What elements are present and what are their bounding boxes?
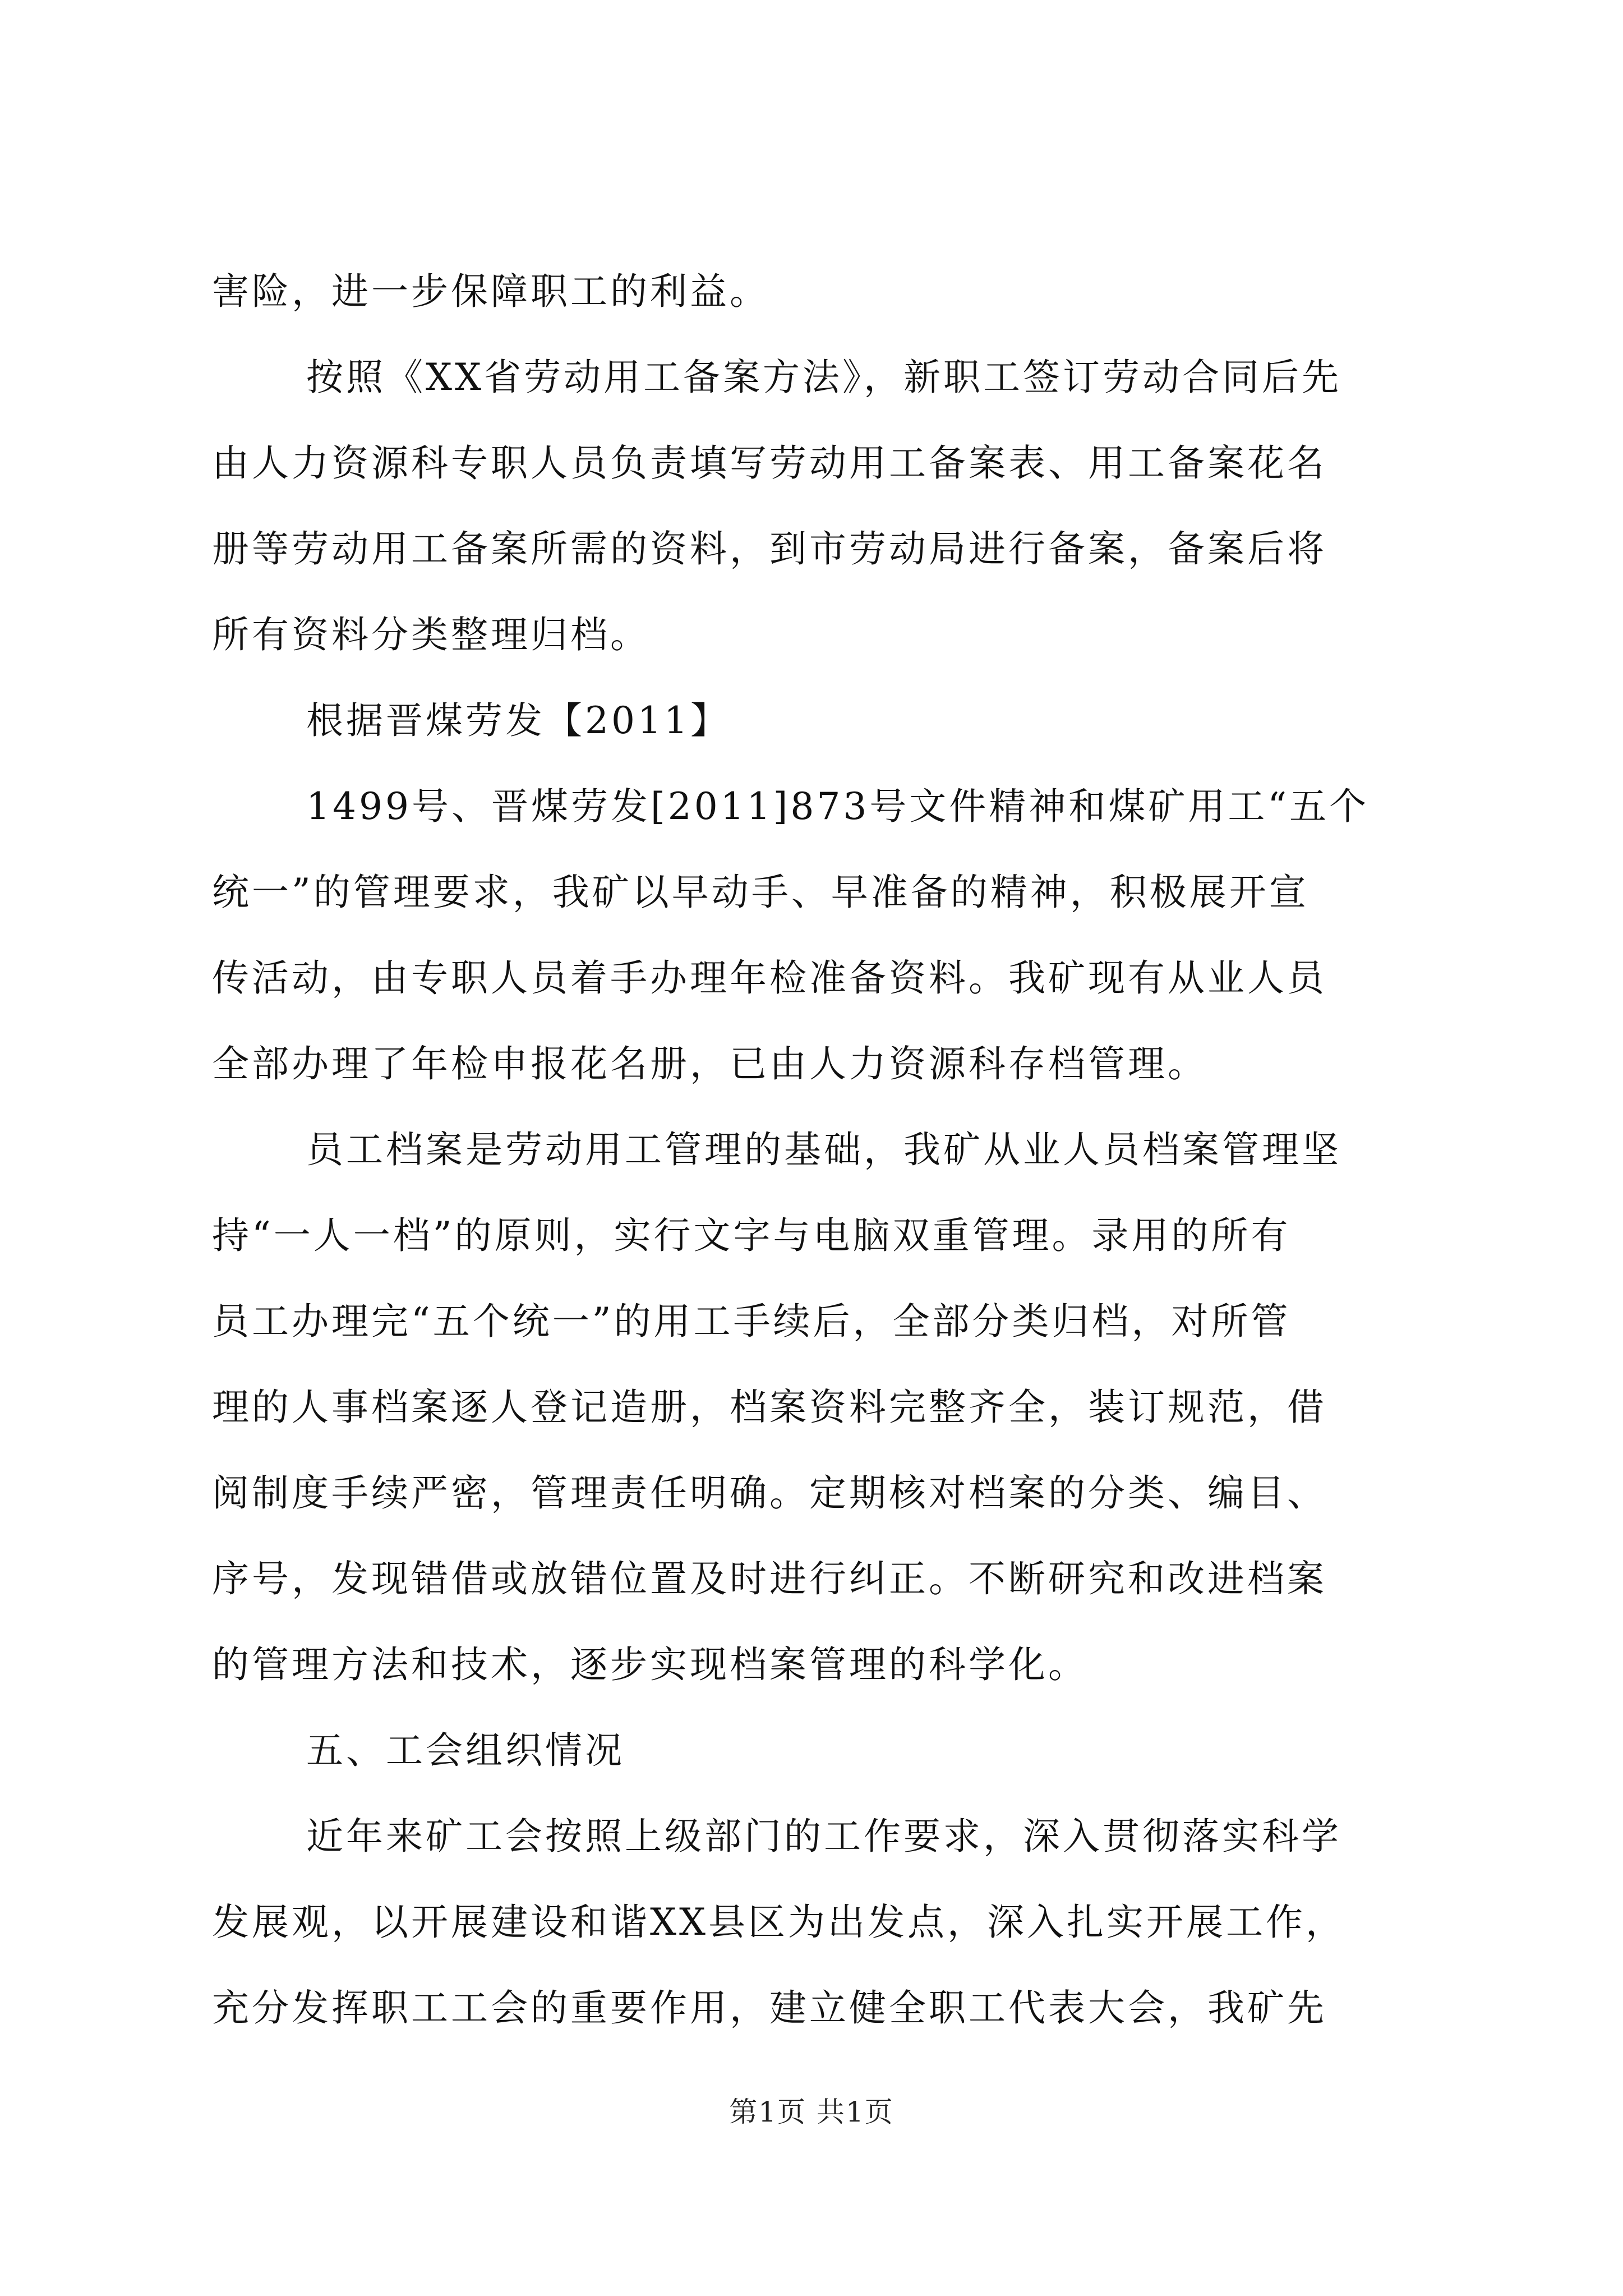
paragraph-3-line-3: 传活动，由专职人员着手办理年检准备资料。我矿现有从业人员 bbox=[212, 956, 1327, 1000]
paragraph-4-line-6: 序号，发现错借或放错位置及时进行纠正。不断研究和改进档案 bbox=[212, 1557, 1327, 1600]
page-footer: 第1页 共1页 bbox=[729, 2096, 894, 2128]
paragraph-4-line-3: 员工办理完“五个统一”的用工手续后，全部分类归档，对所管 bbox=[212, 1300, 1291, 1343]
paragraph-5-line-2: 发展观，以开展建设和谐XX县区为出发点，深入扎实开展工作， bbox=[212, 1901, 1345, 1944]
text-line-1: 害险，进一步保障职工的利益。 bbox=[212, 270, 769, 313]
paragraph-4-line-5: 阅制度手续严密，管理责任明确。定期核对档案的分类、编目、 bbox=[212, 1471, 1327, 1515]
paragraph-1-line-1: 按照《XX省劳动用工备案方法》，新职工签订劳动合同后先 bbox=[306, 356, 1341, 399]
paragraph-5-line-3: 充分发挥职工工会的重要作用，建立健全职工代表大会，我矿先 bbox=[212, 1986, 1327, 2030]
paragraph-5-line-1: 近年来矿工会按照上级部门的工作要求，深入贯彻落实科学 bbox=[306, 1815, 1341, 1858]
paragraph-4-line-2: 持“一人一档”的原则，实行文字与电脑双重管理。录用的所有 bbox=[212, 1214, 1291, 1257]
paragraph-2-line-1: 根据晋煤劳发【2011】 bbox=[306, 699, 730, 742]
paragraph-1-line-2: 由人力资源科专职人员负责填写劳动用工备案表、用工备案花名 bbox=[212, 441, 1327, 485]
paragraph-3-line-1: 1499号、晋煤劳发[2011]873号文件精神和煤矿用工“五个 bbox=[306, 785, 1370, 828]
paragraph-1-line-4: 所有资料分类整理归档。 bbox=[212, 613, 650, 656]
paragraph-4-line-7: 的管理方法和技术，逐步实现档案管理的科学化。 bbox=[212, 1643, 1088, 1686]
paragraph-4-line-4: 理的人事档案逐人登记造册，档案资料完整齐全，装订规范，借 bbox=[212, 1386, 1327, 1429]
section-heading: 五、工会组织情况 bbox=[306, 1729, 625, 1772]
paragraph-1-line-3: 册等劳动用工备案所需的资料，到市劳动局进行备案，备案后将 bbox=[212, 527, 1327, 570]
paragraph-3-line-2: 统一”的管理要求，我矿以早动手、早准备的精神，积极展开宣 bbox=[212, 871, 1309, 914]
paragraph-4-line-1: 员工档案是劳动用工管理的基础，我矿从业人员档案管理坚 bbox=[306, 1128, 1341, 1171]
paragraph-3-line-4: 全部办理了年检申报花名册，已由人力资源科存档管理。 bbox=[212, 1042, 1207, 1085]
